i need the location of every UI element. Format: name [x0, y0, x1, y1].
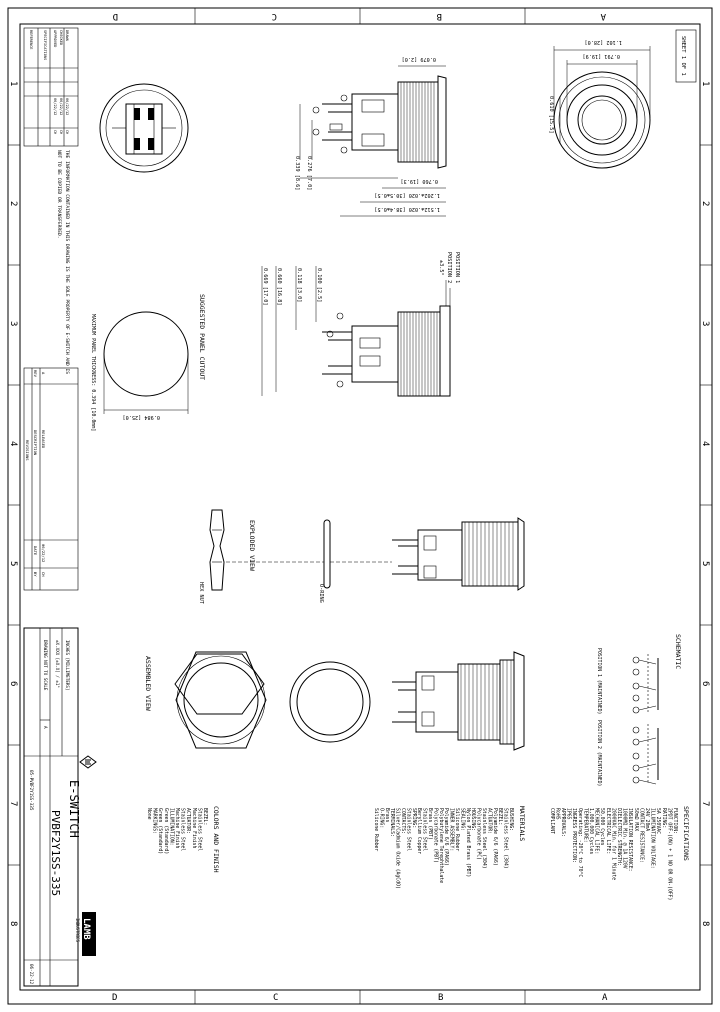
schematic [596, 634, 682, 786]
materials-title: MATERIALS [518, 806, 526, 842]
sheet-count: SHEET 1 OF 1 [680, 36, 686, 76]
zone-letter-top: B [436, 11, 442, 21]
travel-label: ±3.5° [438, 260, 444, 276]
colors-finish-title: COLORS AND FINISH [212, 806, 220, 873]
material-line: Polyamide 6/6 (PA66) [491, 808, 497, 866]
zone-number-left: 1 [8, 81, 18, 87]
zone-number-left: 4 [8, 441, 18, 447]
approval-row-label: APPROVED [53, 30, 57, 48]
revision-header: DESCRIPTION [33, 430, 38, 456]
assembled-view [144, 652, 524, 750]
pos-dim-d: 0.669 [17.0] [262, 268, 268, 306]
material-line: Nylon Plated Brass (PBT) [464, 808, 470, 878]
side-dim-len1: 1.202±.020 [30.5±0.5] [374, 192, 440, 198]
specification-line: DIELECTRIC STRENGTH: [616, 808, 621, 866]
material-line: Silicone Rubber [373, 808, 378, 852]
material-line: Stainless Steel [405, 808, 411, 852]
specifications-title: SPECIFICATIONS [682, 806, 690, 861]
approval-row-label: DRAWN [65, 30, 69, 41]
revisions-block [24, 368, 78, 590]
revision-header: BY [33, 572, 38, 577]
specification-line: RATING: [660, 808, 666, 829]
company-name: E-SWITCH [67, 780, 81, 838]
exploded-view [198, 510, 524, 604]
approval-date: 06/22/12 [65, 98, 69, 116]
zone-number-right: 3 [700, 321, 710, 327]
units-note: INCHES [MILLIMETERS] [65, 640, 70, 691]
color-finish-line: Stainless Steel [179, 808, 185, 852]
schematic-position-1 [596, 648, 658, 714]
approval-row-label: CHECKED [59, 30, 63, 46]
specification-line: RoHS [554, 808, 560, 820]
revision-cell: RELEASED [41, 430, 46, 449]
color-finish-line: MARKINGS: [151, 808, 157, 834]
zone-number-right: 5 [700, 561, 710, 567]
legal-note-line: NOT TO BE COPIED OR TRANSFERRED. [56, 150, 61, 239]
revision-header: DATE [33, 546, 38, 556]
drawing-date: 06-22-12 [29, 964, 34, 985]
zone-letter-top: D [112, 11, 118, 21]
specification-line: 2000VAC Min. for 1 Minute [610, 808, 616, 881]
specification-line: INGRESS PROTECTION: [571, 808, 577, 863]
zone-letter-bottom: B [438, 993, 444, 1003]
zone-number-left: 5 [8, 561, 18, 567]
part-number: PVBF2Y1SS-335 [49, 810, 62, 897]
front-dim-inner: 0.791 [19.9] [582, 53, 620, 59]
rear-view [100, 84, 188, 172]
approval-date: 06/22/12 [59, 98, 63, 116]
pos-dim-a: 0.100 [2.5] [316, 268, 322, 303]
specification-line: APPROVALS: [560, 808, 565, 837]
zone-number-right: 2 [700, 201, 710, 207]
side-dim-a: 0.339 [8.6] [294, 156, 300, 191]
zone-number-right: 1 [700, 81, 710, 87]
color-finish-line: Green (Standard) [162, 808, 168, 855]
material-line: O-RING: [378, 808, 384, 829]
position-1-label: POSITION 1 [454, 252, 460, 284]
material-line: Brass (PBT) [427, 808, 432, 840]
material-line: Silver/Cadmium Oxide (AgCdO) [394, 808, 400, 889]
color-finish-line: ACTUATOR: [185, 808, 191, 834]
zone-number-right: 8 [700, 921, 710, 927]
drawing-number: 05-PVBF2Y1SS-335 [29, 770, 34, 811]
e-switch-logo [80, 756, 96, 768]
color-finish-line: Machine Finish [174, 808, 179, 849]
specification-line: ILLUMINATION VOLTAGE: [649, 808, 655, 869]
specification-line: COMPLIANT [548, 808, 554, 834]
material-line: Brass [383, 808, 389, 823]
hex-nut-label: HEX NUT [198, 582, 204, 604]
specification-line: TEMPERATURE: [582, 808, 588, 843]
specification-line: 1000MΩ Min. @ 1A 120V [621, 808, 627, 869]
revision-header: REV [33, 370, 38, 377]
approval-initials: CH [53, 130, 57, 135]
zone-number-left: 6 [8, 681, 18, 687]
lamb-logo-subtext: INDUSTRIES [75, 918, 80, 943]
material-line: BEZEL: [497, 808, 503, 826]
assembled-view-title: ASSEMBLED VIEW [144, 656, 152, 711]
panel-cutout [90, 294, 206, 431]
pos-dim-b: 0.118 [3.0] [296, 268, 302, 303]
side-dim-body: 0.760 [19.3] [400, 178, 438, 184]
specification-line: 1,000,000 Cycles [588, 808, 593, 855]
materials-block [373, 806, 526, 889]
sheet-label [676, 30, 696, 82]
specification-line: 50mΩ MAX [632, 808, 638, 832]
specification-line: 5A 250VAC [655, 808, 661, 834]
zone-letter-top: C [271, 11, 277, 21]
schematic-pos2-label: POSITION 2 (MAINTAINED) [596, 720, 601, 787]
specification-line: IP65 [565, 808, 571, 820]
title-block [24, 628, 96, 986]
exploded-view-title: EXPLODED VIEW [248, 520, 256, 571]
specification-line: 2PDT OFF-(ON) + 1 NO OR ON-(OFF) [666, 808, 672, 901]
front-view [548, 39, 650, 168]
revision-cell: 06/22/12 [41, 544, 46, 563]
side-dim-len2: 1.512±.020 [38.4±0.5] [374, 206, 440, 212]
specification-line: CONTACT RESISTANCE: [638, 808, 644, 863]
zone-number-left: 3 [8, 321, 18, 327]
material-line: TERMINALS: [389, 808, 395, 837]
panel-cutout-title: SUGGESTED PANEL CUTOUT [198, 294, 206, 381]
specification-line: 24V 20mA [644, 808, 649, 832]
color-finish-line: Machine Finish [190, 808, 196, 849]
material-line: Polybutylene Terephthalate [437, 808, 443, 884]
material-line: ACTUATOR: [486, 808, 492, 834]
panel-thickness-note: MAXIMUM PANEL THICKNESS: 0.394 [10.0mm] [90, 314, 96, 432]
specification-line: FUNCTION: [672, 808, 677, 834]
schematic-position-2 [596, 720, 658, 786]
zone-number-right: 6 [700, 681, 710, 687]
material-line: Polyamide 6/6 (PA66) [443, 808, 449, 866]
zone-number-left: 8 [8, 921, 18, 927]
approval-row-label: SPECIFICATIONS [43, 30, 47, 61]
revision-cell: A [41, 372, 46, 375]
material-line: HOUSING: [470, 808, 476, 832]
zone-letter-top: A [600, 11, 606, 21]
approval-row-label: REFERENCE [29, 30, 33, 50]
material-line: CONTACTS: [400, 808, 405, 834]
zone-letter-bottom: A [602, 993, 608, 1003]
approval-initials: CH [59, 130, 63, 135]
approval-initials: CH [65, 130, 69, 135]
color-finish-line: Green (Standard) [157, 808, 163, 855]
zone-letter-bottom: C [273, 993, 279, 1003]
material-line: Polycarbonate (PBT) [432, 808, 438, 863]
color-finish-line: BEZEL: [202, 808, 207, 826]
side-view [294, 56, 446, 216]
color-finish-line: Stainless Steel [196, 808, 202, 852]
revision-cell: CH [41, 572, 46, 577]
material-line: Stainless Steel (304) [481, 808, 486, 869]
panel-cutout-dim: 0.984 [25.0] [122, 414, 160, 420]
legal-note-line: THE INFORMATION CONTAINED IN THIS DRAWING IS THE SOLE PROPERTY OF E-SWITCH AND IS [64, 150, 69, 375]
specification-line: MECHANICAL LIFE: [593, 808, 599, 855]
schematic-title: SCHEMATIC [674, 634, 682, 670]
o-ring-label: O-RING [318, 584, 324, 603]
zone-number-right: 4 [700, 441, 710, 447]
lamb-logo-text: LAMB [81, 918, 91, 940]
material-line: SEALING: [459, 808, 465, 832]
zone-number-left: 2 [8, 201, 18, 207]
front-dim-cap: 0.610 [15.5] [548, 96, 554, 134]
specification-line: ELECTRICAL LIFE: [604, 808, 610, 855]
color-finish-line: None [146, 808, 151, 820]
specification-line: 50,000 Cycles [599, 808, 605, 846]
material-line: Beryllium Copper [416, 808, 422, 855]
colors-finish-block [146, 806, 220, 873]
scale-note: DRAWING NOT TO SCALE [43, 640, 48, 691]
material-line: Stainless Steel (304) [502, 808, 508, 869]
pos-dim-c: 0.660 [16.8] [276, 268, 282, 306]
front-dim-outer: 1.102 [28.0] [584, 39, 622, 45]
material-line: BUSHING: [508, 808, 513, 832]
material-line: INNER ASSEMBLY: [448, 808, 454, 852]
side-dim-b: 0.276 [7.0] [306, 156, 312, 191]
material-line: SPRING: [410, 808, 416, 829]
specification-line: Operating: -20°C to 70°C [576, 808, 582, 878]
revisions-title: REVISIONS [25, 440, 30, 461]
position-2-label: POSITION 2 [446, 252, 452, 284]
zone-letter-bottom: D [112, 993, 118, 1003]
material-line: Silicone Rubber [454, 808, 459, 852]
approval-date: 06/22/12 [53, 98, 57, 116]
tolerance-note: ±X.XXX [±X.X] / ±1° [55, 640, 60, 688]
color-finish-line: ILLUMINATION: [168, 808, 174, 846]
legal-note [56, 150, 70, 374]
sheet-size-label: A [43, 726, 48, 729]
specifications-block [549, 806, 690, 900]
material-line: Polycarbonate (PC) [475, 808, 481, 860]
zone-number-right: 7 [700, 801, 710, 807]
schematic-pos1-label: POSITION 1 (MAINTAINED) [596, 648, 601, 715]
specification-line: INSULATION RESISTANCE: [627, 808, 633, 872]
side-dim-top: 0.079 [2.0] [401, 56, 436, 62]
material-line: Stainless Steel [421, 808, 427, 852]
drawing-border [8, 8, 712, 1004]
positions-view [262, 252, 460, 396]
approvals-block [24, 28, 78, 146]
zone-number-left: 7 [8, 801, 18, 807]
